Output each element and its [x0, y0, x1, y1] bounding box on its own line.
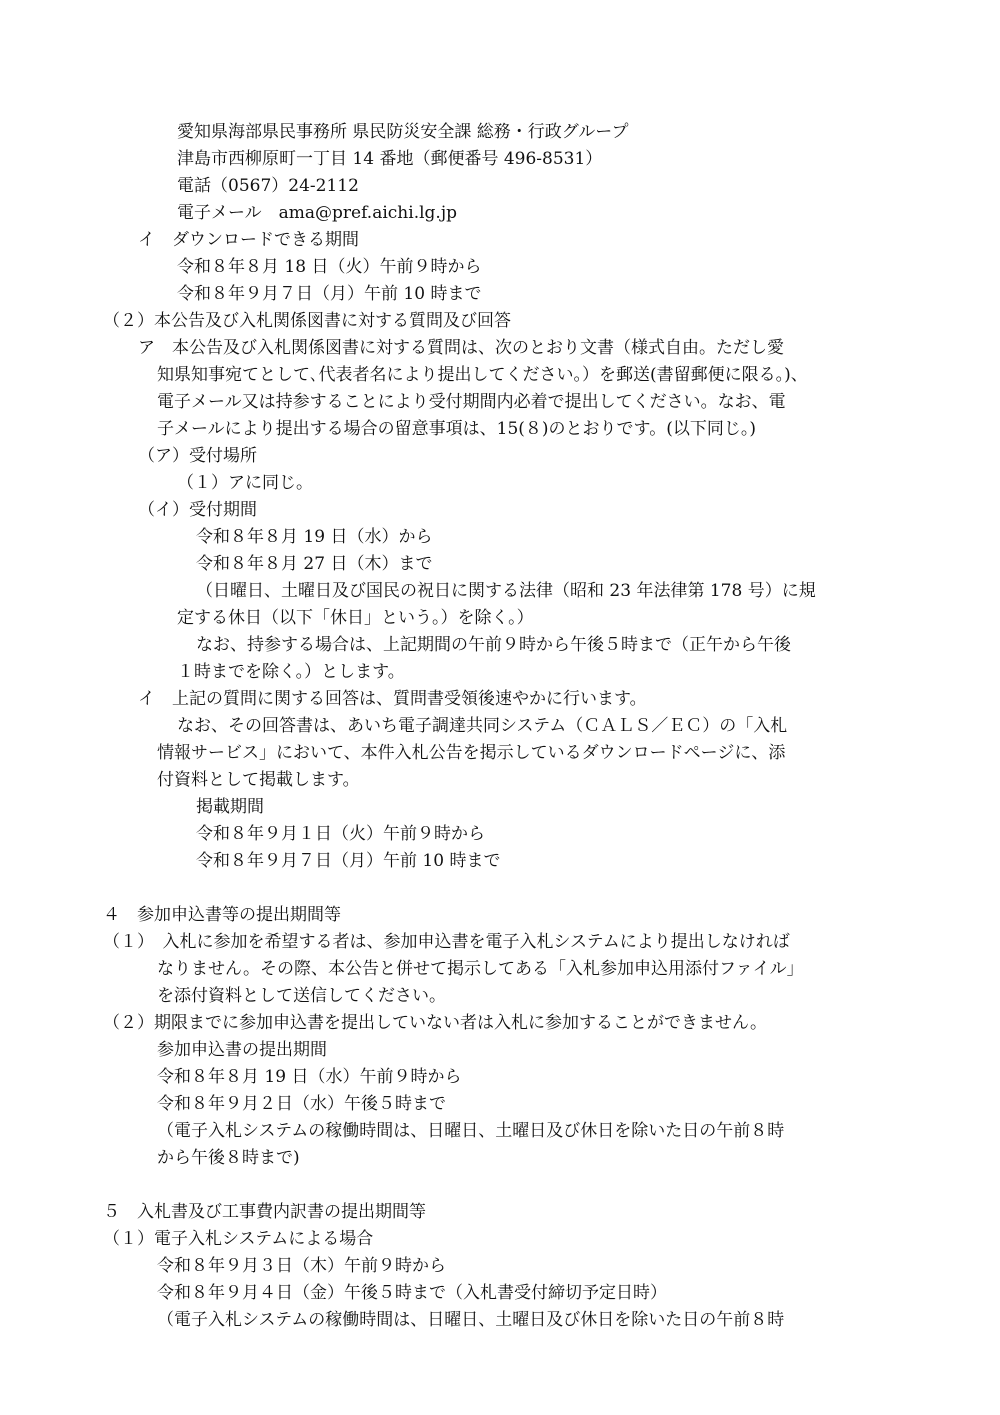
paragraph-line: （２）期限までに参加申込書を提出していない者は入札に参加することができません。 [103, 1013, 768, 1033]
section-heading: ５ 入札書及び工事費内訳書の提出期間等 [103, 1202, 426, 1222]
section-heading: ４ 参加申込書等の提出期間等 [103, 905, 341, 925]
paragraph-line: なお、その回答書は、あいち電子調達共同システム（ＣＡＬＳ／ＥＣ）の「入札 [177, 716, 788, 736]
date-line: 令和８年８月 19 日（水）午前９時から [157, 1067, 462, 1087]
date-line: 令和８年８月 18 日（火）午前９時から [177, 257, 482, 277]
paragraph-line: 付資料として掲載します。 [157, 770, 360, 790]
subsection-heading: （２）本公告及び入札関係図書に対する質問及び回答 [103, 311, 511, 331]
office-address: 津島市西柳原町一丁目 14 番地（郵便番号 496-8531） [177, 149, 603, 169]
paragraph-line: （電子入札システムの稼働時間は、日曜日、土曜日及び休日を除いた日の午前８時 [157, 1121, 785, 1141]
date-line: 令和８年９月７日（月）午前 10 時まで [177, 284, 482, 304]
paragraph-line: を添付資料として送信してください。 [157, 986, 446, 1006]
item-heading: （イ）受付期間 [138, 500, 257, 520]
paragraph-line: 電子メール又は持参することにより受付期間内必着で提出してください。なお、電 [157, 392, 786, 412]
item-heading: 参加申込書の提出期間 [157, 1040, 327, 1060]
date-line: 令和８年９月７日（月）午前 10 時まで [196, 851, 501, 871]
date-line: 令和８年８月 19 日（水）から [196, 527, 433, 547]
paragraph-line: 知県知事宛てとして､代表者名により提出してください。）を郵送(書留郵便に限る。)、 [157, 365, 808, 385]
paragraph-line: 定する休日（以下「休日」という。）を除く。） [177, 608, 534, 628]
subsection-heading: （１）電子入札システムによる場合 [103, 1229, 374, 1249]
date-line: 令和８年９月２日（水）午後５時まで [157, 1094, 446, 1114]
paragraph-line: なりません。その際、本公告と併せて掲示してある「入札参加申込用添付ファイル」 [157, 959, 804, 979]
paragraph-line: （日曜日、土曜日及び国民の祝日に関する法律（昭和 23 年法律第 178 号）に規 [196, 581, 816, 601]
paragraph-line: から午後８時まで) [157, 1148, 300, 1168]
paragraph-line: ア 本公告及び入札関係図書に対する質問は、次のとおり文書（様式自由。ただし愛 [138, 338, 784, 358]
date-line: 令和８年９月３日（木）午前９時から [157, 1256, 446, 1276]
office-phone: 電話（0567）24-2112 [177, 176, 359, 196]
paragraph-line: （１） 入札に参加を希望する者は、参加申込書を電子入札システムにより提出しなければ [103, 932, 790, 952]
item-heading: 掲載期間 [196, 797, 264, 817]
item-heading: （ア）受付場所 [138, 446, 257, 466]
item-text: （１）アに同じ。 [177, 473, 313, 493]
date-line: 令和８年９月４日（金）午後５時まで（入札書受付締切予定日時） [157, 1283, 667, 1303]
office-email: 電子メール ama@pref.aichi.lg.jp [177, 203, 457, 223]
paragraph-line: 子メールにより提出する場合の留意事項は、15(８)のとおりです。(以下同じ。) [157, 419, 756, 439]
paragraph-line: なお、持参する場合は、上記期間の午前９時から午後５時まで（正午から午後 [196, 635, 791, 655]
paragraph-line: 情報サービス」において、本件入札公告を掲示しているダウンロードページに、添 [157, 743, 786, 763]
subsection-heading: イ ダウンロードできる期間 [138, 230, 359, 250]
office-name: 愛知県海部県民事務所 県民防災安全課 総務・行政グループ [177, 122, 629, 142]
paragraph-line: （電子入札システムの稼働時間は、日曜日、土曜日及び休日を除いた日の午前８時 [157, 1310, 785, 1330]
date-line: 令和８年８月 27 日（木）まで [196, 554, 433, 574]
paragraph-line: イ 上記の質問に関する回答は、質問書受領後速やかに行います。 [138, 689, 647, 709]
date-line: 令和８年９月１日（火）午前９時から [196, 824, 485, 844]
paragraph-line: １時までを除く。）とします。 [177, 662, 405, 682]
